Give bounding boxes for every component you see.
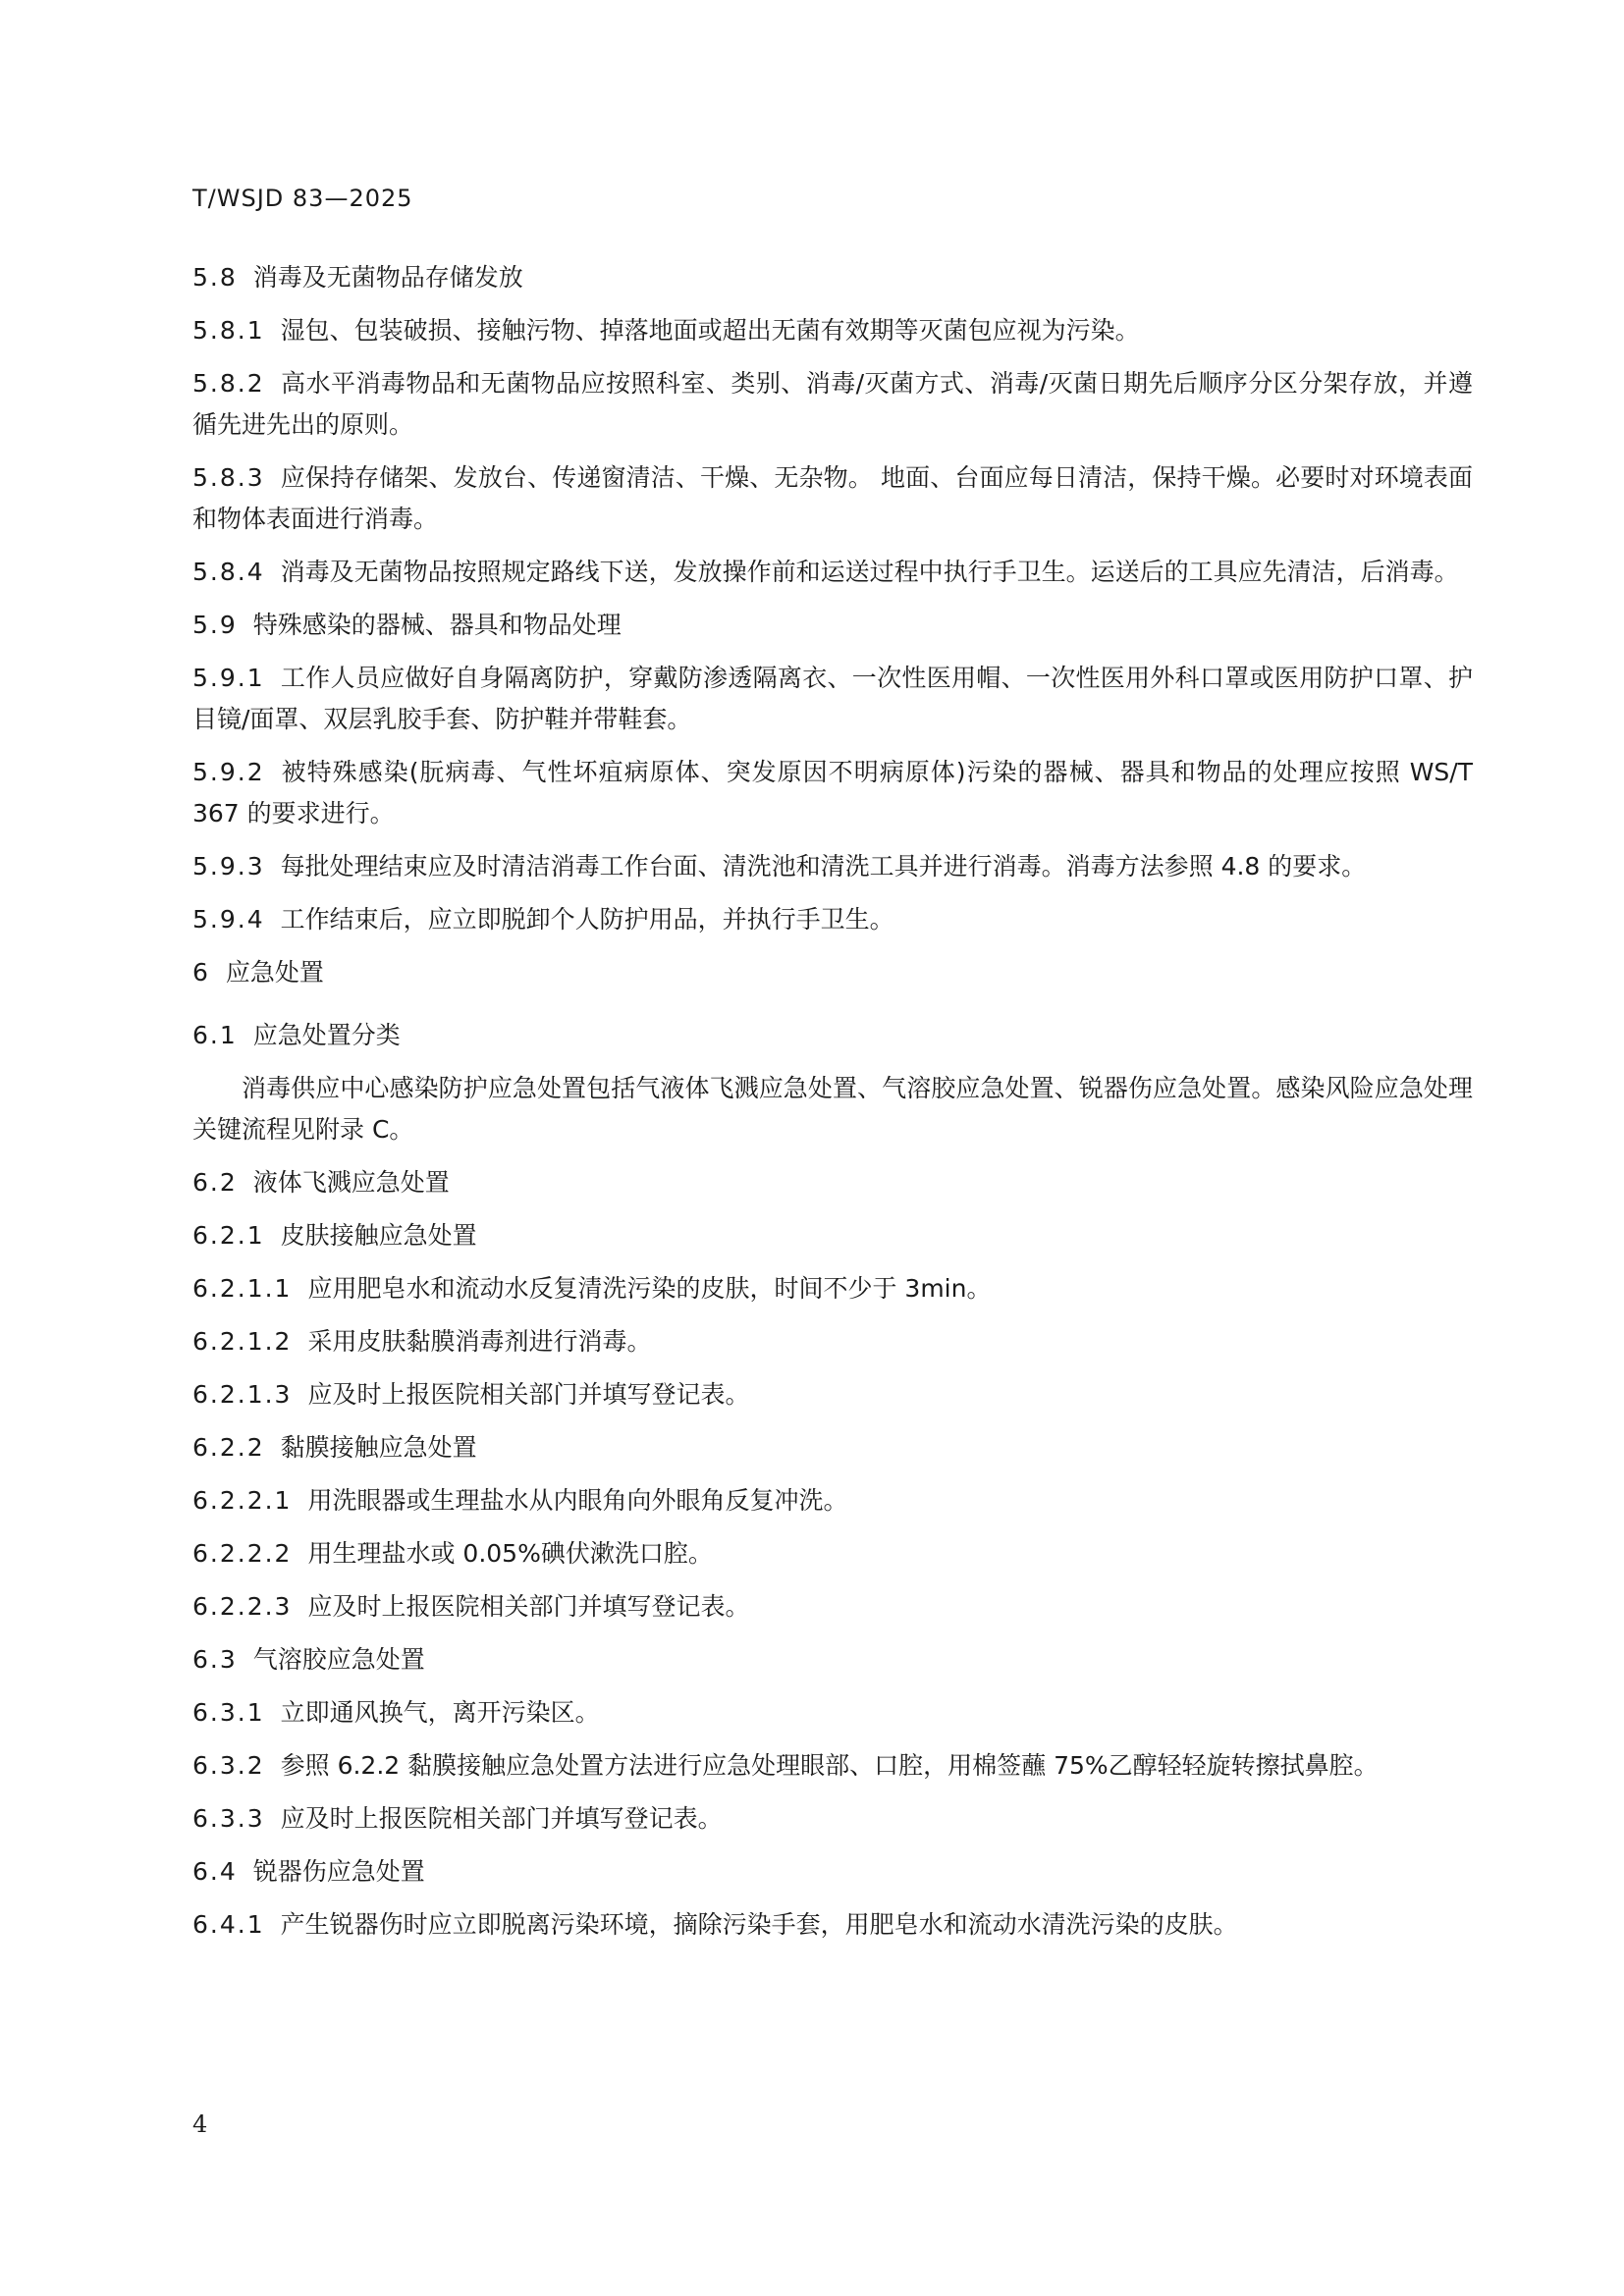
clause-number: 6.2.2.1 — [192, 1486, 293, 1515]
clause-text: 应保持存储架、发放台、传递窗清洁、干燥、无杂物。 地面、台面应每日清洁，保持干燥。必要时对环境表面和物体表面进行消毒。 — [192, 463, 1473, 533]
clause-text: 采用皮肤黏膜消毒剂进行消毒。 — [307, 1327, 652, 1356]
section-number: 6.4 — [192, 1857, 238, 1886]
clause-number: 6.2.1.2 — [192, 1327, 293, 1356]
section-number: 6.2 — [192, 1168, 238, 1197]
clause-number: 6.3.3 — [192, 1804, 265, 1833]
clause-number: 5.9.4 — [192, 905, 265, 934]
clause-number: 6.3.1 — [192, 1698, 265, 1727]
clause-number: 5.8.4 — [192, 558, 265, 586]
clause-number: 6.4.1 — [192, 1910, 265, 1939]
clause-paragraph — [192, 752, 1473, 834]
chapter-number: 6 — [192, 958, 210, 987]
section-heading — [192, 1851, 1473, 1893]
clause-paragraph — [192, 1480, 1473, 1522]
clause-text: 参照 6.2.2 黏膜接触应急处置方法进行应急处理眼部、口腔，用棉签蘸 75%乙醇轻轻旋转擦拭鼻腔。 — [280, 1751, 1379, 1780]
clause-number: 6.3.2 — [192, 1751, 265, 1780]
clause-paragraph — [192, 310, 1473, 351]
section-number: 5.8 — [192, 263, 238, 292]
clause-text: 应用肥皂水和流动水反复清洗污染的皮肤，时间不少于 3min。 — [307, 1274, 992, 1303]
clause-text: 产生锐器伤时应立即脱离污染环境，摘除污染手套，用肥皂水和流动水清洗污染的皮肤。 — [280, 1910, 1238, 1939]
section-number: 5.9 — [192, 611, 238, 639]
clause-paragraph — [192, 457, 1473, 540]
clause-paragraph — [192, 658, 1473, 740]
clause-text: 湿包、包装破损、接触污物、掉落地面或超出无菌有效期等灭菌包应视为污染。 — [280, 316, 1140, 345]
section-number: 6.3 — [192, 1645, 238, 1674]
section-title: 应急处置分类 — [252, 1021, 401, 1049]
subsection-title: 皮肤接触应急处置 — [280, 1221, 477, 1250]
chapter-heading — [192, 952, 1473, 993]
clause-text: 应及时上报医院相关部门并填写登记表。 — [280, 1804, 723, 1833]
subsection-heading — [192, 1215, 1473, 1256]
section-heading — [192, 257, 1473, 298]
clause-text: 高水平消毒物品和无菌物品应按照科室、类别、消毒/灭菌方式、消毒/灭菌日期先后顺序分区分架存放，并遵循先进先出的原则。 — [192, 369, 1473, 439]
clause-number: 6.2.2.3 — [192, 1592, 293, 1621]
section-heading — [192, 1639, 1473, 1681]
subsection-title: 黏膜接触应急处置 — [280, 1433, 477, 1462]
section-title: 特殊感染的器械、器具和物品处理 — [252, 611, 622, 639]
clause-paragraph — [192, 1745, 1473, 1787]
document-code-header: T/WSJD 83—2025 — [192, 185, 413, 212]
page-number: 4 — [192, 2110, 208, 2138]
clause-paragraph — [192, 552, 1473, 593]
clause-text: 消毒及无菌物品按照规定路线下送，发放操作前和运送过程中执行手卫生。运送后的工具应先清洁，后消毒。 — [280, 558, 1459, 586]
section-title: 液体飞溅应急处置 — [252, 1168, 450, 1197]
section-title: 锐器伤应急处置 — [252, 1857, 425, 1886]
clause-text: 工作人员应做好自身隔离防护，穿戴防渗透隔离衣、一次性医用帽、一次性医用外科口罩或医用防护口罩、护目镜/面罩、双层乳胶手套、防护鞋并带鞋套。 — [192, 664, 1473, 733]
clause-text: 用生理盐水或 0.05%碘伏漱洗口腔。 — [307, 1539, 713, 1568]
clause-text: 每批处理结束应及时清洁消毒工作台面、清洗池和清洗工具并进行消毒。消毒方法参照 4.8 的要求。 — [280, 852, 1367, 881]
section-title: 消毒及无菌物品存储发放 — [252, 263, 523, 292]
clause-text: 用洗眼器或生理盐水从内眼角向外眼角反复冲洗。 — [307, 1486, 848, 1515]
clause-number: 5.8.2 — [192, 369, 265, 398]
subsection-number: 6.2.2 — [192, 1433, 265, 1462]
clause-paragraph — [192, 1586, 1473, 1628]
clause-text: 应及时上报医院相关部门并填写登记表。 — [307, 1592, 750, 1621]
section-number: 6.1 — [192, 1021, 238, 1049]
clause-number: 5.9.2 — [192, 758, 265, 786]
clause-number: 5.9.1 — [192, 664, 265, 692]
clause-number: 5.8.1 — [192, 316, 265, 345]
section-heading — [192, 1015, 1473, 1056]
section-heading — [192, 605, 1473, 646]
chapter-title: 应急处置 — [225, 958, 324, 987]
body-paragraph: 消毒供应中心感染防护应急处置包括气液体飞溅应急处置、气溶胶应急处置、锐器伤应急处置。感染风险应急处理关键流程见附录 C。 — [192, 1074, 1473, 1144]
clause-number: 6.2.2.2 — [192, 1539, 293, 1568]
clause-text: 工作结束后，应立即脱卸个人防护用品，并执行手卫生。 — [280, 905, 894, 934]
clause-number: 6.2.1.1 — [192, 1274, 293, 1303]
clause-paragraph — [192, 1533, 1473, 1575]
clause-paragraph — [192, 1374, 1473, 1415]
clause-paragraph — [192, 899, 1473, 940]
clause-paragraph — [192, 1904, 1473, 1946]
subsection-heading — [192, 1427, 1473, 1468]
section-heading — [192, 1162, 1473, 1203]
clause-paragraph — [192, 1798, 1473, 1840]
clause-paragraph — [192, 846, 1473, 887]
clause-text: 应及时上报医院相关部门并填写登记表。 — [307, 1380, 750, 1409]
clause-paragraph — [192, 1268, 1473, 1309]
clause-number: 5.8.3 — [192, 463, 265, 492]
clause-paragraph — [192, 363, 1473, 446]
clause-number: 5.9.3 — [192, 852, 265, 881]
clause-text: 被特殊感染(朊病毒、气性坏疽病原体、突发原因不明病原体)污染的器械、器具和物品的处理应按照 WS/T 367 的要求进行。 — [192, 758, 1473, 828]
subsection-number: 6.2.1 — [192, 1221, 265, 1250]
clause-text: 立即通风换气，离开污染区。 — [280, 1698, 600, 1727]
clause-paragraph — [192, 1321, 1473, 1362]
document-body — [192, 257, 1473, 1957]
clause-paragraph — [192, 1692, 1473, 1734]
clause-number: 6.2.1.3 — [192, 1380, 293, 1409]
section-title: 气溶胶应急处置 — [252, 1645, 425, 1674]
